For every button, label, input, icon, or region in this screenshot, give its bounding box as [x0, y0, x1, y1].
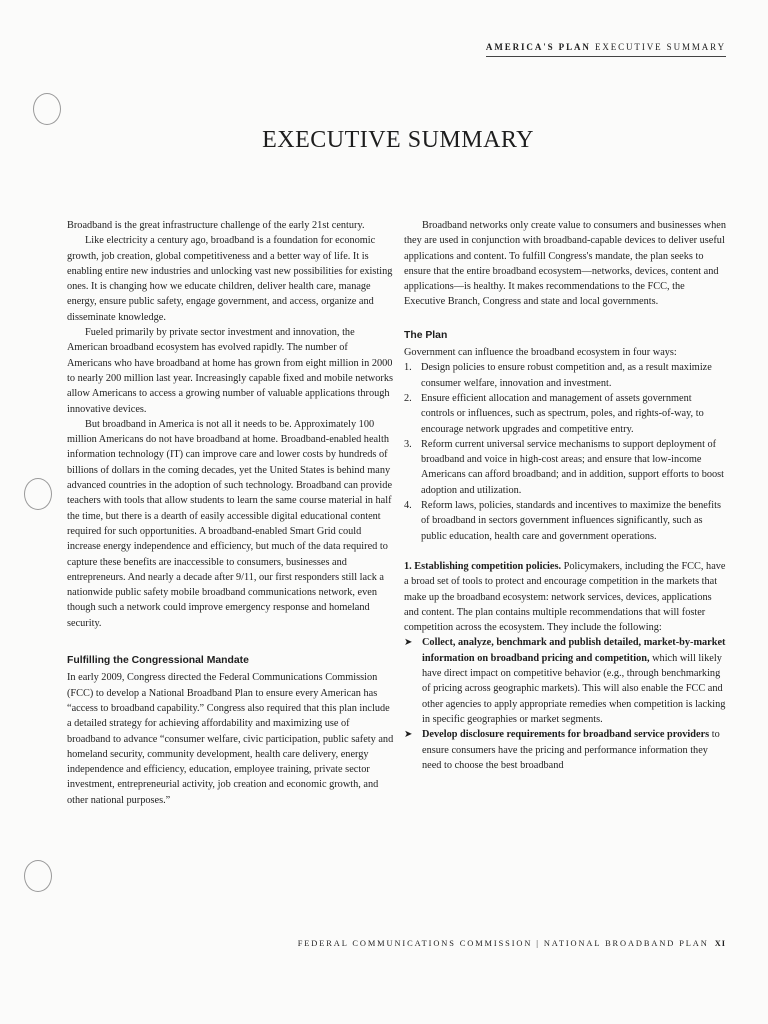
running-head-section: EXECUTIVE SUMMARY [594, 42, 726, 52]
competition-lead: 1. Establishing competition policies. [404, 560, 562, 572]
list-item [404, 635, 726, 727]
list-item [404, 437, 726, 498]
list-item-text: Ensure efficient allocation and management of assets government controls or influences, such as spectrum, poles, and rights-of-way, to encourage network upgrades and competitive entry. [421, 392, 704, 435]
arrow-bullet-icon: ➤ [404, 729, 413, 741]
list-item-text: Reform current universal service mechanisms to support deployment of broadband and voice in high-cost areas; and ensure that low-income Americans can afford broadband; and in addition, support efforts to boost adoption and utilization. [421, 438, 725, 496]
competition-text: Policymakers, including the FCC, have a broad set of tools to protect and encourage competition in the markets that make up the broadband ecosystem: network services, devices, applications and content. The plan contains multiple recommendations that will foster competition across the ecosystem. They include the following: [404, 560, 726, 634]
list-item [404, 498, 726, 544]
page-footer [298, 939, 726, 948]
bullet-text: to ensure consumers have the pricing and performance information they need to choose the best broadband [422, 729, 720, 771]
paragraph: Fueled primarily by private sector investment and innovation, the American broadband ecosystem has evolved rapidly. The number of Americans who have broadband at home has grown from eight million in 2000 to nearly 200 million last year. Increasingly capable fixed and mobile networks allow Americans to access a growing number of valuable applications through innovative devices. [67, 327, 393, 415]
punch-hole-top [33, 93, 61, 125]
punch-hole-bottom [24, 860, 52, 892]
running-head-plan: AMERICA'S PLAN [485, 42, 591, 52]
punch-hole-middle [24, 478, 52, 510]
four-ways-list [404, 360, 726, 544]
section-heading-plan: The Plan [404, 329, 448, 341]
paragraph: In early 2009, Congress directed the Federal Communications Commission (FCC) to develop a National Broadband Plan to ensure every American has “access to broadband capability.” Congress also required that this plan include a detailed strategy for achieving affordability and maximizing use of broadband to advance “consumer welfare, civic participation, public safety and homeland security, community development, health care delivery, energy independence and efficiency, education, employee training, private sector investment, entrepreneurial activity, job creation and economic growth, and other national purposes.” [67, 672, 394, 806]
section-heading-mandate: Fulfilling the Congressional Mandate [67, 655, 249, 667]
bullet-lead: Develop disclosure requirements for broadband service providers [422, 729, 710, 741]
paragraph [404, 559, 726, 635]
list-item-number: 1. [404, 362, 412, 374]
right-column [404, 218, 726, 773]
list-item-text: Design policies to ensure robust competition and, as a result maximize consumer welfare, innovation and investment. [421, 362, 712, 389]
paragraph: Broadband is the great infrastructure challenge of the early 21st century. [67, 220, 365, 231]
bullet-lead: Collect, analyze, benchmark and publish detailed, market-by-market information on broadband pricing and competition, [422, 637, 726, 664]
footer-text: FEDERAL COMMUNICATIONS COMMISSION | NATIONAL BROADBAND PLAN [297, 939, 709, 948]
list-item [404, 391, 726, 437]
page-number: XI [714, 939, 726, 948]
list-item-number: 3. [404, 438, 412, 450]
list-item [404, 360, 726, 391]
paragraph: But broadband in America is not all it needs to be. Approximately 100 million Americans do not have broadband at home. Broadband-enabled health information technology (IT) can improve care and lower costs by hundreds of billions of dollars in the coming decades, yet the United States is behind many advanced countries in the adoption of such technology. Broadband can provide teachers with tools that allow students to learn the same course material in half the time, but there is a dearth of easily accessible digital educational content required for such opportunities. A broadband-enabled Smart Grid could increase energy independence and efficiency, but much of the data required to capture these benefits are inaccessible to consumers, businesses and entrepreneurs. And nearly a decade after 9/11, our first responders still lack a nationwide public safety mobile broadband communications network, even though such a network could improve emergency response and homeland security. [67, 418, 393, 629]
arrow-bullet-icon: ➤ [404, 637, 413, 649]
paragraph: Broadband networks only create value to consumers and businesses when they are used in conjunction with broadband-capable devices to deliver useful applications and content. To fulfill Congress's mandate, the plan seeks to ensure that the entire broadband ecosystem—networks, devices, content and applications—is healthy. It makes recommendations to the FCC, the Executive Branch, Congress and state and local governments. [404, 220, 726, 308]
paragraph: Like electricity a century ago, broadband is a foundation for economic growth, job creation, global competitiveness and a better way of life. It is enabling entire new industries and unlocking vast new possibilities for existing ones. It is changing how we educate children, deliver health care, manage energy, ensure public safety, engage government, and access, organize and disseminate knowledge. [67, 235, 393, 323]
list-item-text: Reform laws, policies, standards and incentives to maximize the benefits of broadband in sectors government influences significantly, such as public education, health care and government operations. [421, 500, 721, 542]
bullet-text: which will likely have direct impact on competitive behavior (e.g., through benchmarking of pricing across geographic markets). This will also enable the FCC and other agencies to apply appropriate remedies when competition is lacking in specific geographies or market segments. [422, 652, 726, 725]
running-head [486, 42, 726, 57]
list-item-number: 4. [404, 500, 412, 512]
left-column [67, 218, 394, 808]
list-item-number: 2. [404, 392, 412, 404]
paragraph: Government can influence the broadband ecosystem in four ways: [404, 347, 677, 359]
recommendations-list [404, 635, 726, 773]
list-item [404, 727, 726, 773]
page-title: EXECUTIVE SUMMARY [262, 127, 534, 153]
